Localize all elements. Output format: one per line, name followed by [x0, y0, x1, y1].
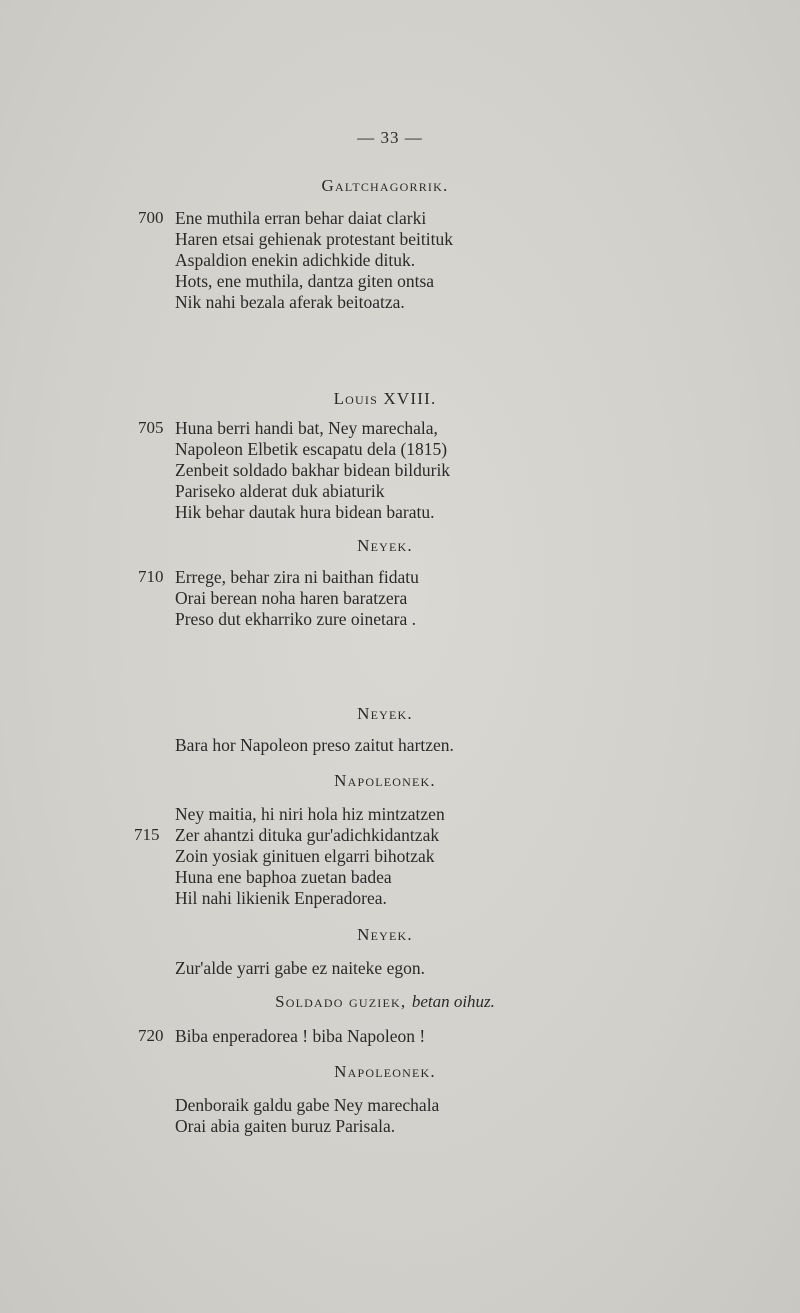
verse-line: Zenbeit soldado bakhar bidean bildurik: [175, 460, 451, 480]
verse-line: Biba enperadorea ! biba Napoleon !: [175, 1026, 426, 1046]
speaker-heading: [0, 992, 770, 1012]
speaker-heading: Neyek.: [357, 925, 413, 944]
line-number: 705: [138, 418, 164, 437]
verse-line: Preso dut ekharriko zure oinetara .: [175, 609, 417, 629]
speaker-heading: Galtchagorrik.: [321, 176, 449, 195]
speaker-name: Soldado guziek,: [275, 992, 407, 1011]
verse-line: Aspaldion enekin adichkide dituk.: [175, 250, 416, 270]
verse-line: Hots, ene muthila, dantza giten ontsa: [175, 271, 435, 291]
line-number: 715: [134, 825, 160, 844]
verse-line: Bara hor Napoleon preso zaitut hartzen.: [175, 735, 454, 755]
verse-line: Pariseko alderat duk abiaturik: [175, 481, 385, 501]
speaker-direction: betan oihuz.: [411, 992, 495, 1011]
verse-line: Orai abia gaiten buruz Parisala.: [175, 1116, 396, 1136]
verse-line: Napoleon Elbetik escapatu dela (1815): [175, 439, 448, 459]
line-number: 700: [138, 208, 164, 227]
verse-line: Orai berean noha haren baratzera: [175, 588, 408, 608]
verse-line: Hik behar dautak hura bidean baratu.: [175, 502, 435, 522]
line-number: 710: [138, 567, 164, 586]
verse-line: Huna ene baphoa zuetan badea: [175, 867, 392, 887]
page-number: — 33 —: [357, 128, 423, 147]
verse-line: Zer ahantzi dituka gur'adichkidantzak: [175, 825, 440, 845]
verse-line: Huna berri handi bat, Ney marechala,: [175, 418, 438, 438]
speaker-heading: Louis XVIII.: [333, 389, 437, 408]
speaker-heading: Napoleonek.: [334, 771, 436, 790]
verse-line: Denboraik galdu gabe Ney marechala: [175, 1095, 440, 1115]
verse-line: Hil nahi likienik Enperadorea.: [175, 888, 387, 908]
speaker-heading: Napoleonek.: [334, 1062, 436, 1081]
verse-line: Errege, behar zira ni baithan fidatu: [175, 567, 419, 587]
verse-line: Zur'alde yarri gabe ez naiteke egon.: [175, 958, 425, 978]
speaker-heading: Neyek.: [357, 704, 413, 723]
verse-line: Nik nahi bezala aferak beitoatza.: [175, 292, 405, 312]
verse-line: Zoin yosiak ginituen elgarri bihotzak: [175, 846, 435, 866]
verse-line: Ney maitia, hi niri hola hiz mintzatzen: [175, 804, 445, 824]
speaker-heading: Neyek.: [357, 536, 413, 555]
line-number: 720: [138, 1026, 164, 1045]
verse-line: Ene muthila erran behar daiat clarki: [175, 208, 427, 228]
verse-line: Haren etsai gehienak protestant beitituk: [175, 229, 453, 249]
